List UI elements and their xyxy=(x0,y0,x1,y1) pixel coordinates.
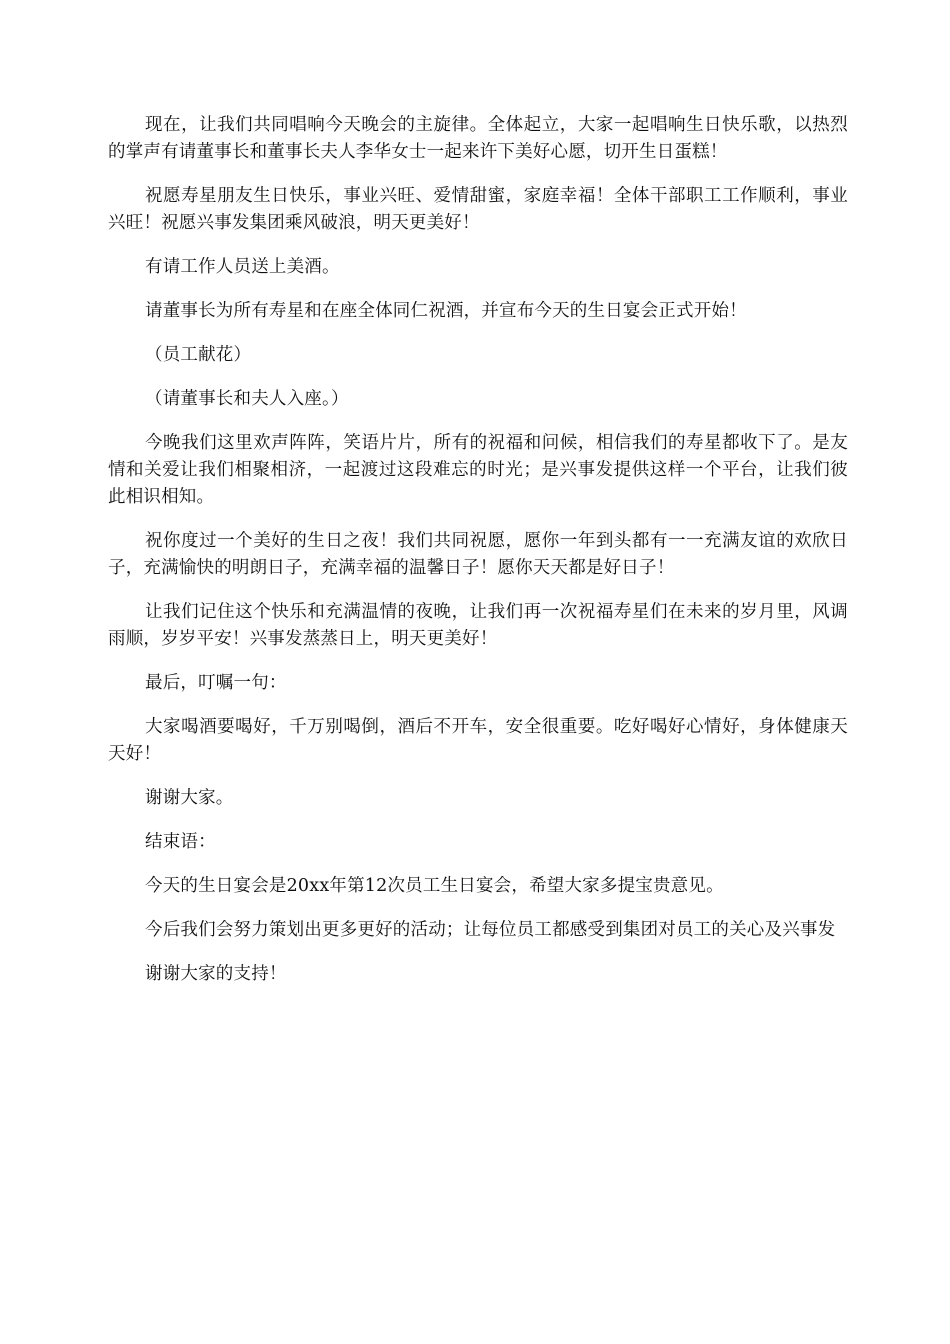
paragraph-7: 今晚我们这里欢声阵阵，笑语片片，所有的祝福和问候，相信我们的寿星都收下了。是友情和关爱让我们相聚相济，一起渡过这段难忘的时光；是兴事发提供这样一个平台，让我们彼此相识相知。 xyxy=(108,433,848,507)
paragraph-3: 有请工作人员送上美酒。 xyxy=(145,257,340,277)
paragraph-5: （员工献花） xyxy=(145,345,252,365)
paragraph-13: 结束语： xyxy=(145,832,216,852)
paragraph-12: 谢谢大家。 xyxy=(145,788,234,808)
paragraph-2: 祝愿寿星朋友生日快乐，事业兴旺、爱情甜蜜，家庭幸福！全体干部职工工作顺利，事业兴旺！祝愿兴事发集团乘风破浪，明天更美好！ xyxy=(108,186,848,233)
paragraph-4: 请董事长为所有寿星和在座全体同仁祝酒，并宣布今天的生日宴会正式开始！ xyxy=(145,301,747,321)
paragraph-1: 现在，让我们共同唱响今天晚会的主旋律。全体起立，大家一起唱响生日快乐歌，以热烈的掌声有请董事长和董事长夫人李华女士一起来许下美好心愿，切开生日蛋糕！ xyxy=(108,115,848,162)
paragraph-6: （请董事长和夫人入座。） xyxy=(145,389,349,409)
paragraph-14: 今天的生日宴会是20xx年第12次员工生日宴会，希望大家多提宝贵意见。 xyxy=(145,876,724,896)
paragraph-8: 祝你度过一个美好的生日之夜！我们共同祝愿，愿你一年到头都有一一充满友谊的欢欣日子，充满愉快的明朗日子，充满幸福的温馨日子！愿你天天都是好日子！ xyxy=(108,531,848,578)
paragraph-9: 让我们记住这个快乐和充满温情的夜晚，让我们再一次祝福寿星们在未来的岁月里，风调雨顺，岁岁平安！兴事发蒸蒸日上，明天更美好！ xyxy=(108,602,848,649)
paragraph-15: 今后我们会努力策划出更多更好的活动；让每位员工都感受到集团对员工的关心及兴事发 xyxy=(145,920,836,940)
paragraph-10: 最后，叮嘱一句： xyxy=(145,673,287,693)
paragraph-16: 谢谢大家的支持！ xyxy=(145,964,287,984)
document-body xyxy=(108,112,848,1005)
paragraph-11: 大家喝酒要喝好，千万别喝倒，酒后不开车，安全很重要。吃好喝好心情好，身体健康天天好！ xyxy=(108,717,848,764)
